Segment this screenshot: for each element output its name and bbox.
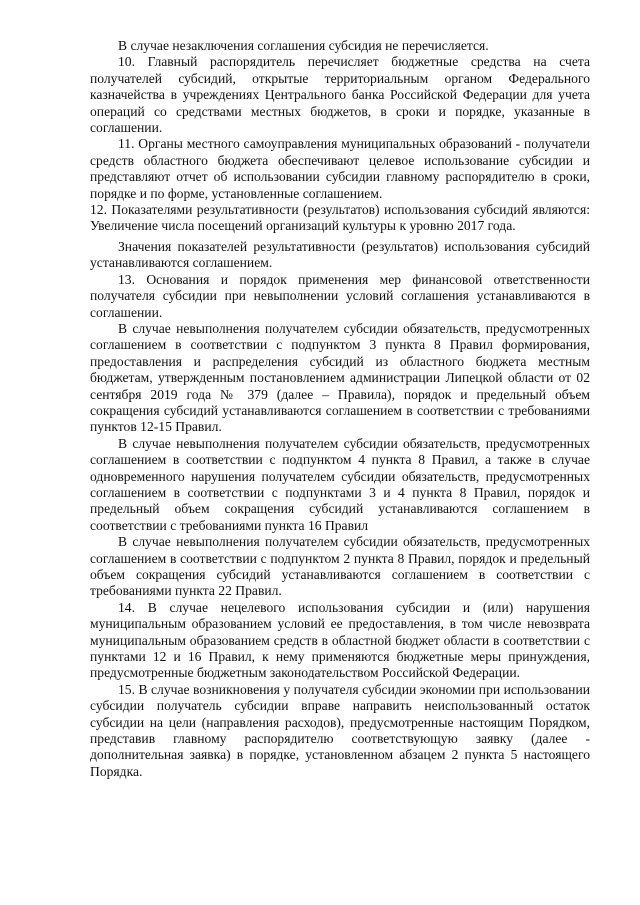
paragraph-no-agreement: В случае незаключения соглашения субсидия не перечисляется. [118,38,489,53]
document-page [90,38,590,780]
paragraph-case-subpoint-4: В случае невыполнения получателем субсидии обязательств, предусмотренных соглашением в соответствии с подпунктом 4 пункта 8 Правил, а также в случае одновременного нарушения получателем субсидии обязательств, предусмотренных соглашением в соответствии с подпунктами 3 и 4 пункта 8 Правил, порядок и предельный объем сокращения субсидий устанавливаются соглашением в соответствии с требованиями пункта 16 Правил [90,435,590,533]
paragraph-12: 12. Показателями результативности (результатов) использования субсидий являются: Увеличение числа посещений организаций культуры к уровню 2017 года. [90,202,590,234]
paragraph-15: 15. В случае возникновения у получателя субсидии экономии при использовании субсидии получатель субсидии вправе направить неиспользованный остаток субсидии на цели (направления расходов), предусмотренные настоящим Порядком, представив главному распорядителю соответствующую заявку (далее - дополнительная заявка) в порядке, установленном абзацем 2 пункта 5 настоящего Порядка. [90,681,590,779]
paragraph-case-subpoint-3: В случае невыполнения получателем субсидии обязательств, предусмотренных соглашением в соответствии с подпунктом 3 пункта 8 Правил формирования, предоставления и распределения субсидий из областного бюджета местным бюджетам, утвержденным постановлением администрации Липецкой области от 02 сентября 2019 года № 379 (далее – Правила), порядок и предельный объем сокращения субсидий устанавливаются соглашением в соответствии с требованиями пунктов 12-15 Правил. [90,320,590,435]
paragraph-indicators-values: Значения показателей результативности (результатов) использования субсидий устанавливаются соглашением. [90,238,590,271]
paragraph-11: 11. Органы местного самоуправления муниципальных образований - получатели средств областного бюджета обеспечивают целевое использование субсидии и представляют отчет об использовании субсидии главному распорядителю в сроки, порядке и по форме, установленные соглашением. [90,136,590,201]
paragraph-10: 10. Главный распорядитель перечисляет бюджетные средства на счета получателей субсидий, открытые территориальным органом Федерального казначейства в учреждениях Центрального банка Российской Федерации для учета операций со средствами местных бюджетов, в сроки и порядке, указанные в соглашении. [90,54,590,136]
paragraph-14: 14. В случае нецелевого использования субсидии и (или) нарушения муниципальным образованием условий ее предоставления, в том числе невозврата муниципальным образованием средств в областной бюджет области в соответствии с пунктами 12 и 16 Правил, к нему применяются бюджетные меры принуждения, предусмотренные бюджетным законодательством Российской Федерации. [90,599,590,681]
paragraph-case-subpoint-2: В случае невыполнения получателем субсидии обязательств, предусмотренных соглашением в соответствии с подпунктом 2 пункта 8 Правил, порядок и предельный объем сокращения субсидий устанавливаются соглашением в соответствии с требованиями пункта 22 Правил. [90,534,590,599]
paragraph-13: 13. Основания и порядок применения мер финансовой ответственности получателя субсидии при невыполнении условий соглашения устанавливаются в соглашении. [90,271,590,320]
